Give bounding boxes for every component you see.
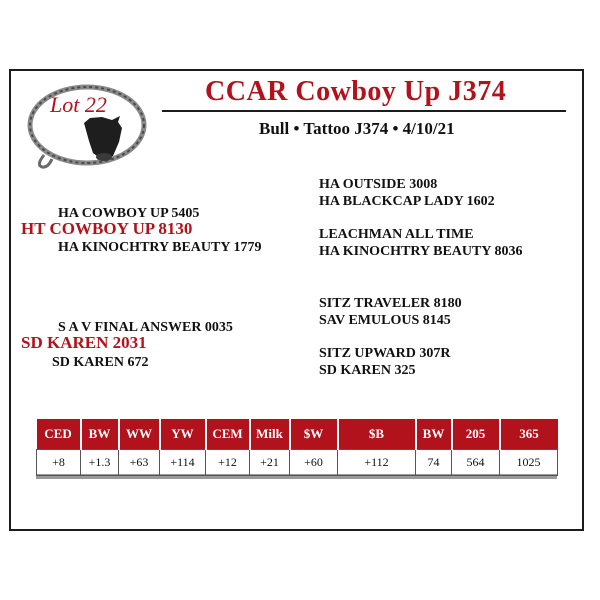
epd-header: YW [160, 419, 206, 450]
epd-value: +1.3 [81, 450, 119, 476]
epd-value: 1025 [500, 450, 558, 476]
epd-header-row [37, 419, 558, 450]
sire-dam-dam: HA KINOCHTRY BEAUTY 8036 [319, 244, 523, 259]
sire-dam-sire: LEACHMAN ALL TIME [319, 227, 474, 242]
bull-head-icon [84, 116, 122, 161]
epd-header: BW [81, 419, 119, 450]
epd-value: +60 [290, 450, 338, 476]
epd-value: +63 [119, 450, 160, 476]
epd-value: +8 [37, 450, 81, 476]
epd-header: CED [37, 419, 81, 450]
sire-dam: HA KINOCHTRY BEAUTY 1779 [58, 240, 262, 255]
epd-header: 205 [452, 419, 500, 450]
epd-value: 564 [452, 450, 500, 476]
dam-dam: SD KAREN 672 [52, 355, 149, 370]
epd-header: WW [119, 419, 160, 450]
epd-value: +112 [338, 450, 416, 476]
page-title: CCAR Cowboy Up J374 [205, 76, 507, 107]
dam-dam-sire: SITZ UPWARD 307R [319, 346, 451, 361]
sire-sire-dam: HA BLACKCAP LADY 1602 [319, 194, 495, 209]
epd-value: +21 [250, 450, 290, 476]
sire-sire-sire: HA OUTSIDE 3008 [319, 177, 438, 192]
dam-sire-dam: SAV EMULOUS 8145 [319, 313, 451, 328]
dam-name: SD KAREN 2031 [21, 333, 147, 352]
epd-header: BW [416, 419, 452, 450]
epd-header: Milk [250, 419, 290, 450]
epd-header: CEM [206, 419, 250, 450]
sire-sire: HA COWBOY UP 5405 [58, 206, 200, 221]
epd-header: $W [290, 419, 338, 450]
dam-dam-dam: SD KAREN 325 [319, 363, 416, 378]
epd-value: +114 [160, 450, 206, 476]
dam-sire-sire: SITZ TRAVELER 8180 [319, 296, 462, 311]
epd-table [36, 419, 558, 476]
animal-subtitle: Bull • Tattoo J374 • 4/10/21 [259, 119, 455, 138]
epd-value: +12 [206, 450, 250, 476]
sire-name: HT COWBOY UP 8130 [21, 219, 193, 238]
epd-header: 365 [500, 419, 558, 450]
dam-sire: S A V FINAL ANSWER 0035 [58, 320, 233, 335]
lot-number: Lot 22 [50, 92, 107, 117]
epd-value: 74 [416, 450, 452, 476]
title-divider [162, 110, 566, 112]
epd-value-row [37, 450, 558, 476]
epd-header: $B [338, 419, 416, 450]
